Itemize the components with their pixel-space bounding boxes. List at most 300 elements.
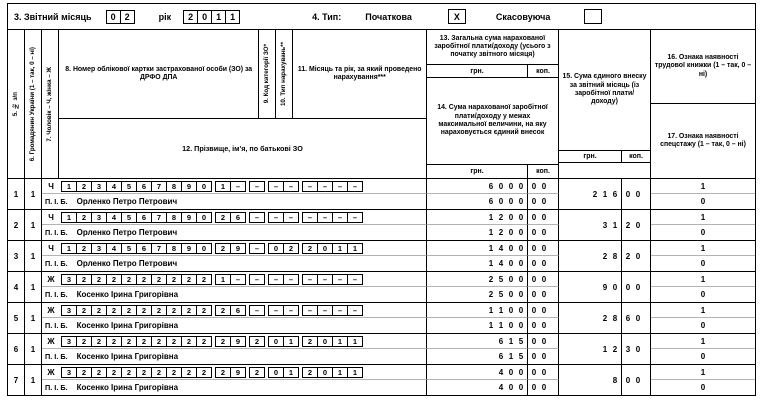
- sum-digit: 0: [625, 189, 631, 199]
- header-middle-top: [59, 30, 426, 118]
- table-row: [8, 365, 755, 395]
- sum-digit: 0: [541, 305, 547, 315]
- sum-digit: 1: [602, 189, 608, 199]
- special-service-flag: 0: [700, 352, 706, 361]
- card-number-boxes: [61, 305, 212, 316]
- sum-digit: 0: [541, 181, 547, 191]
- name-strip: [42, 380, 427, 395]
- sum15-kop-value: [622, 334, 651, 364]
- col15-kop-label: коп.: [629, 153, 643, 160]
- sum-digit: 0: [498, 181, 504, 191]
- digit-box: 2: [91, 274, 107, 285]
- digit-box: 2: [91, 367, 107, 378]
- sum-digit: 0: [531, 243, 537, 253]
- sum-digit: 6: [498, 352, 504, 361]
- sum-digit: 0: [531, 383, 537, 392]
- type-label: 4. Тип:: [312, 11, 342, 22]
- digit-box: 8: [166, 243, 182, 254]
- sum14-grn-value: [427, 194, 528, 209]
- digit-box: 2: [106, 305, 122, 316]
- sum14-kop-value: [528, 194, 559, 209]
- sum-digit: 0: [531, 181, 537, 191]
- name-strip: [42, 349, 427, 364]
- col13-kop-label: коп.: [536, 67, 550, 75]
- digit-box: –: [347, 181, 363, 192]
- sum15-kop-value: [622, 272, 651, 302]
- year-label: рік: [158, 11, 172, 22]
- accrual-type-boxes: [249, 243, 265, 254]
- sum14-kop-value: [528, 318, 559, 333]
- category-code-boxes: [215, 243, 246, 254]
- digit-box: –: [347, 305, 363, 316]
- sum-digit: 1: [488, 321, 494, 330]
- digit-strip: [42, 272, 427, 287]
- year-digit-box: 1: [211, 10, 226, 24]
- sum-digit: 0: [508, 259, 514, 268]
- sum-digit: 0: [531, 197, 537, 206]
- accrual-year-boxes: [302, 274, 363, 285]
- month-digit-box: 2: [120, 10, 135, 24]
- header-col9: [259, 30, 276, 118]
- digit-box: 3: [91, 212, 107, 223]
- sum14-kop-value: [528, 349, 559, 364]
- sum15-kop-value: [622, 303, 651, 333]
- sum-digit: 0: [508, 290, 514, 299]
- digit-box: 2: [76, 274, 92, 285]
- digit-box: 2: [151, 305, 167, 316]
- digit-box: 7: [151, 181, 167, 192]
- digit-box: 2: [166, 367, 182, 378]
- sum-digit: 2: [498, 212, 504, 222]
- accrual-type-boxes: [249, 336, 265, 347]
- digit-box: 2: [166, 336, 182, 347]
- accrual-month-boxes: [268, 243, 299, 254]
- sum14-kop-value: [528, 225, 559, 240]
- digit-box: 2: [215, 212, 231, 223]
- sum-digit: 0: [635, 220, 641, 230]
- special-service-flag: 0: [700, 259, 706, 268]
- sum-digit: 0: [508, 274, 514, 284]
- sum-digit: 0: [531, 259, 537, 268]
- digit-box: 2: [76, 181, 92, 192]
- sum-digit: 0: [531, 367, 537, 377]
- special-service-flag: 0: [700, 228, 706, 237]
- digit-box: –: [283, 274, 299, 285]
- header-col5: [8, 30, 25, 178]
- accrual-month-boxes: [268, 367, 299, 378]
- citizen-flag: 1: [25, 210, 42, 240]
- sum-digit: 0: [518, 290, 524, 299]
- sum-digit: 0: [508, 367, 514, 377]
- header-col15-label: 15. Сума єдиного внеску за звітний місяць (із заробітної плати/доходу): [562, 73, 647, 106]
- header-middle-block: [59, 30, 427, 178]
- accrual-month-boxes: [268, 305, 299, 316]
- header-col16-label: 16. Ознака наявності трудової книжки (1 – так, 0 – ні): [651, 30, 755, 104]
- digit-box: 2: [136, 274, 152, 285]
- sum13-grn-value: [427, 272, 528, 287]
- digit-box: 5: [121, 181, 137, 192]
- digit-box: –: [317, 212, 333, 223]
- digit-box: 2: [196, 305, 212, 316]
- name-strip: [42, 225, 427, 240]
- card-number-boxes: [61, 336, 212, 347]
- type-cancel-checkbox: [584, 9, 602, 24]
- digit-box: 2: [91, 305, 107, 316]
- digit-box: 3: [91, 243, 107, 254]
- sum-digit: 5: [518, 336, 524, 346]
- special-service-flag: 0: [700, 321, 706, 330]
- header-col13-label: 13. Загальна сума нарахованої заробітної плати/доходу (усього з початку звітного місяця): [427, 30, 558, 65]
- digit-box: 2: [181, 367, 197, 378]
- sum-digit: 0: [518, 259, 524, 268]
- sum-digit: 8: [612, 375, 618, 385]
- labor-book-flag: 1: [651, 365, 755, 380]
- sum-digit: 0: [541, 259, 547, 268]
- row-number: 2: [8, 210, 25, 240]
- sum14-grn-value: [427, 225, 528, 240]
- citizen-flag: 1: [25, 272, 42, 302]
- sum-digit: 8: [612, 251, 618, 261]
- digit-box: –: [268, 181, 284, 192]
- accrual-month-boxes: [268, 274, 299, 285]
- digit-box: –: [249, 305, 265, 316]
- digit-box: 2: [302, 336, 318, 347]
- sum14-grn-value: [427, 318, 528, 333]
- pib-label: П. І. Б.: [45, 383, 68, 392]
- digit-box: –: [249, 181, 265, 192]
- sum-digit: 0: [498, 197, 504, 206]
- digit-box: 3: [61, 367, 77, 378]
- category-code-boxes: [215, 367, 246, 378]
- sum-digit: 1: [488, 259, 494, 268]
- name-strip: [42, 256, 427, 271]
- row-number: 5: [8, 303, 25, 333]
- digit-box: 2: [121, 274, 137, 285]
- digit-box: –: [332, 181, 348, 192]
- sum-digit: 0: [541, 383, 547, 392]
- sum14-grn-value: [427, 256, 528, 271]
- sum13-kop-value: [528, 303, 559, 318]
- digit-box: 4: [106, 181, 122, 192]
- digit-box: 2: [196, 274, 212, 285]
- header-col17-label: 17. Ознака наявності спецстажу (1 – так, 0 – ні): [660, 132, 746, 148]
- special-service-flag: 0: [700, 383, 706, 392]
- sum-digit: 0: [508, 321, 514, 330]
- report-fields-bar: [8, 4, 755, 30]
- col15-spacer: [559, 163, 650, 178]
- card-number-boxes: [61, 243, 212, 254]
- sum-digit: 5: [498, 290, 504, 299]
- sum15-grn-value: [559, 303, 622, 333]
- digit-strip: [42, 303, 427, 318]
- sum13-grn-value: [427, 241, 528, 256]
- type-initial-label: Початкова: [365, 11, 412, 22]
- digit-box: 9: [230, 243, 246, 254]
- digit-box: 2: [76, 336, 92, 347]
- col14-units-band: [427, 165, 558, 178]
- citizen-flag: 1: [25, 365, 42, 395]
- sum-digit: 6: [488, 181, 494, 191]
- digit-box: 2: [151, 336, 167, 347]
- digit-box: –: [283, 181, 299, 192]
- digit-box: 7: [151, 212, 167, 223]
- digit-box: 2: [106, 367, 122, 378]
- header-col10-label: 10. Тип нарахувань**: [279, 41, 287, 106]
- sum15-grn-value: [559, 272, 622, 302]
- accrual-type-boxes: [249, 305, 265, 316]
- sum-digit: 2: [625, 251, 631, 261]
- sum-digit: 1: [498, 321, 504, 330]
- sum-digit: 0: [518, 181, 524, 191]
- sum-digit: 1: [508, 352, 514, 361]
- header-col14-label: 14. Сума нарахованої заробітної плати/доходу у межах максимальної величини, на яку нараховується єдиний внесок: [427, 78, 558, 165]
- sum13-kop-value: [528, 272, 559, 287]
- sum-digit: 0: [635, 282, 641, 292]
- pib-label: П. І. Б.: [45, 259, 68, 268]
- sum13-grn-value: [427, 303, 528, 318]
- sum-digit: 1: [488, 305, 494, 315]
- digit-box: 9: [230, 336, 246, 347]
- digit-box: 6: [230, 212, 246, 223]
- sum13-kop-value: [528, 241, 559, 256]
- sum-digit: 2: [488, 274, 494, 284]
- labor-book-flag: 1: [651, 210, 755, 225]
- gender-value: Ж: [47, 305, 55, 315]
- digit-box: 2: [136, 336, 152, 347]
- sum-digit: 0: [531, 290, 537, 299]
- digit-box: 1: [61, 181, 77, 192]
- sum13-kop-value: [528, 179, 559, 194]
- digit-box: –: [317, 181, 333, 192]
- col15-units-band: [559, 150, 650, 163]
- special-service-flag: 0: [700, 290, 706, 299]
- digit-box: 1: [347, 336, 363, 347]
- header-col7-label: 7. Чоловік – Ч, жінка – Ж: [45, 66, 53, 142]
- col14-kop-label: коп.: [536, 168, 550, 175]
- digit-box: 0: [196, 212, 212, 223]
- sum-digit: 4: [498, 259, 504, 268]
- sum15-kop-value: [622, 365, 651, 395]
- gender-value: Ч: [48, 212, 54, 222]
- sum-digit: 0: [625, 375, 631, 385]
- digit-box: 2: [151, 274, 167, 285]
- sum-digit: 0: [541, 212, 547, 222]
- sum-digit: 0: [518, 321, 524, 330]
- digit-box: 2: [136, 305, 152, 316]
- pib-label: П. І. Б.: [45, 290, 68, 299]
- labor-book-flag: 1: [651, 272, 755, 287]
- digit-box: 5: [121, 212, 137, 223]
- accrual-year-boxes: [302, 181, 363, 192]
- digit-box: 5: [121, 243, 137, 254]
- digit-box: 2: [151, 367, 167, 378]
- sum-digit: 5: [518, 352, 524, 361]
- sum-digit: 0: [541, 290, 547, 299]
- person-name: Косенко Ірина Григорівна: [76, 321, 179, 330]
- digit-box: 1: [332, 367, 348, 378]
- sum15-kop-value: [622, 210, 651, 240]
- sum13-grn-value: [427, 334, 528, 349]
- sum-digit: 0: [625, 282, 631, 292]
- sum-digit: 8: [612, 313, 618, 323]
- digit-box: 1: [283, 336, 299, 347]
- sum15-grn-value: [559, 365, 622, 395]
- digit-box: 2: [76, 212, 92, 223]
- digit-box: 0: [196, 181, 212, 192]
- table-body: [8, 179, 755, 395]
- digit-box: 2: [283, 243, 299, 254]
- digit-box: –: [249, 243, 265, 254]
- gender-value: Ж: [47, 367, 55, 377]
- digit-box: 2: [215, 243, 231, 254]
- sum-digit: 1: [488, 212, 494, 222]
- digit-box: 2: [215, 367, 231, 378]
- sum13-kop-value: [528, 210, 559, 225]
- sum-digit: 0: [635, 313, 641, 323]
- digit-strip: [42, 179, 427, 194]
- sum-digit: 5: [498, 274, 504, 284]
- sum-digit: 0: [518, 197, 524, 206]
- sum15-grn-value: [559, 210, 622, 240]
- header-col6: [25, 30, 42, 178]
- digit-box: –: [302, 181, 318, 192]
- digit-box: 8: [166, 181, 182, 192]
- sum-digit: 0: [541, 228, 547, 237]
- digit-box: 2: [196, 367, 212, 378]
- sum-digit: 0: [541, 197, 547, 206]
- table-row: [8, 334, 755, 365]
- digit-box: 2: [106, 336, 122, 347]
- digit-box: 9: [181, 243, 197, 254]
- digit-box: 8: [166, 212, 182, 223]
- sum-digit: 0: [541, 336, 547, 346]
- table-row: [8, 303, 755, 334]
- header-col11-label: 11. Місяць та рік, за який проведено нарахування***: [297, 65, 422, 81]
- digit-box: 6: [136, 243, 152, 254]
- report-month-label: 3. Звітний місяць: [14, 11, 92, 22]
- pib-label: П. І. Б.: [45, 352, 68, 361]
- sum-digit: 0: [541, 352, 547, 361]
- digit-strip: [42, 334, 427, 349]
- digit-box: 2: [76, 243, 92, 254]
- header-col13-14-block: [427, 30, 559, 178]
- digit-box: –: [302, 305, 318, 316]
- col14-grn-label: грн.: [427, 165, 528, 178]
- sum-digit: 0: [508, 212, 514, 222]
- gender-value: Ж: [47, 336, 55, 346]
- sum-digit: 4: [498, 383, 504, 392]
- pib-label: П. І. Б.: [45, 197, 68, 206]
- digit-box: 9: [230, 367, 246, 378]
- pib-label: П. І. Б.: [45, 228, 68, 237]
- accrual-year-boxes: [302, 243, 363, 254]
- citizen-flag: 1: [25, 241, 42, 271]
- col13-units-band: [427, 65, 558, 78]
- year-digit-box: 0: [197, 10, 212, 24]
- sum-digit: 1: [488, 243, 494, 253]
- digit-box: –: [230, 181, 246, 192]
- gender-value: Ч: [48, 181, 54, 191]
- sum-digit: 0: [518, 383, 524, 392]
- sum-digit: 0: [531, 274, 537, 284]
- digit-box: 2: [121, 367, 137, 378]
- accrual-type-boxes: [249, 181, 265, 192]
- sum15-grn-value: [559, 241, 622, 271]
- digit-box: 1: [332, 336, 348, 347]
- citizen-flag: 1: [25, 334, 42, 364]
- person-name: Орленко Петро Петрович: [76, 197, 178, 206]
- table-header: [8, 30, 755, 179]
- sum-digit: 0: [635, 189, 641, 199]
- accrual-type-boxes: [249, 274, 265, 285]
- sum-digit: 0: [508, 181, 514, 191]
- digit-box: 2: [215, 336, 231, 347]
- sum-digit: 2: [592, 189, 598, 199]
- accrual-year-boxes: [302, 212, 363, 223]
- table-row: [8, 179, 755, 210]
- card-number-boxes: [61, 367, 212, 378]
- category-code-boxes: [215, 336, 246, 347]
- sum-digit: 0: [635, 344, 641, 354]
- sum-digit: 0: [508, 383, 514, 392]
- accrual-year-boxes: [302, 336, 363, 347]
- sum-digit: 2: [612, 344, 618, 354]
- digit-box: 1: [347, 243, 363, 254]
- digit-box: 2: [215, 305, 231, 316]
- labor-book-flag: 1: [651, 303, 755, 318]
- year-digit-box: 1: [225, 10, 240, 24]
- digit-box: 1: [61, 243, 77, 254]
- sum14-kop-value: [528, 380, 559, 395]
- category-code-boxes: [215, 181, 246, 192]
- digit-box: 2: [166, 274, 182, 285]
- sum13-kop-value: [528, 365, 559, 380]
- labor-book-flag: 1: [651, 241, 755, 256]
- digit-box: 3: [61, 305, 77, 316]
- sum-digit: 0: [635, 251, 641, 261]
- category-code-boxes: [215, 274, 246, 285]
- digit-box: –: [283, 212, 299, 223]
- person-name: Косенко Ірина Григорівна: [76, 290, 179, 299]
- digit-strip: [42, 365, 427, 380]
- accrual-month-boxes: [268, 336, 299, 347]
- sum-digit: 2: [625, 220, 631, 230]
- sum-digit: 0: [531, 228, 537, 237]
- card-number-boxes: [61, 212, 212, 223]
- digit-box: –: [347, 274, 363, 285]
- person-name: Косенко Ірина Григорівна: [76, 352, 179, 361]
- sum-digit: 1: [612, 220, 618, 230]
- sum-digit: 0: [518, 367, 524, 377]
- digit-box: 3: [61, 274, 77, 285]
- sum-digit: 0: [612, 282, 618, 292]
- citizen-flag: 1: [25, 303, 42, 333]
- category-code-boxes: [215, 212, 246, 223]
- digit-box: –: [302, 274, 318, 285]
- sum-digit: 0: [518, 212, 524, 222]
- sum15-kop-value: [622, 179, 651, 209]
- digit-box: 1: [347, 367, 363, 378]
- digit-box: 2: [302, 243, 318, 254]
- sum-digit: 1: [498, 305, 504, 315]
- sum14-grn-value: [427, 349, 528, 364]
- digit-box: 2: [249, 336, 265, 347]
- accrual-type-boxes: [249, 367, 265, 378]
- accrual-year-boxes: [302, 305, 363, 316]
- table-row: [8, 210, 755, 241]
- digit-box: 2: [181, 336, 197, 347]
- digit-box: 4: [106, 243, 122, 254]
